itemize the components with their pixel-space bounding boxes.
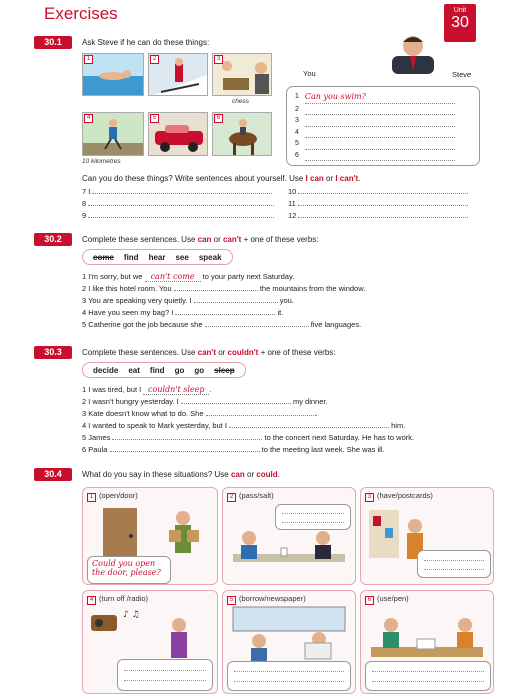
you-label: You (303, 69, 316, 78)
picture-number: 4 (84, 114, 93, 123)
you-row-9: 9 (82, 211, 274, 220)
ex3-row: 1 I was tired, but I couldn't sleep . (82, 385, 212, 394)
ex3-row: 6 Paula to the meeting last week. She was ill. (82, 445, 385, 454)
ex2-row: 4 Have you seen my bag? I it. (82, 308, 284, 317)
panel-label: 1 (open/door) (87, 491, 138, 502)
exercise-number-30-1: 30.1 (34, 36, 72, 49)
you-row-7: 7 I (82, 187, 272, 196)
ex3-row: 2 I wasn't hungry yesterday. I my dinner. (82, 397, 328, 406)
ex2-verb-box (82, 249, 233, 265)
unit-label: Unit (453, 7, 467, 14)
unit-badge (444, 4, 476, 42)
you-row-12: 12 (288, 211, 468, 220)
panel-label: 5 (borrow/newspaper) (227, 594, 306, 605)
panel-label: 6 (use/pen) (365, 594, 409, 605)
ex1-instruction-2: Can you do these things? Write sentences about yourself. Use I can or I can't. (82, 174, 361, 183)
verb: go (174, 365, 185, 375)
verb: find (149, 365, 165, 375)
situation-panel-1 (82, 487, 218, 585)
answer-row: 6 (295, 150, 455, 162)
ex2-row: 2 I like this hotel room. You the mountains from the window. (82, 284, 366, 293)
verb: eat (128, 365, 140, 375)
picture-number: 6 (214, 114, 223, 123)
you-row-8: 8 (82, 199, 274, 208)
speech-bubble-2 (275, 504, 351, 530)
steve-label: Steve (452, 70, 472, 79)
situation-panel-5 (222, 590, 356, 694)
speech-bubble-6 (365, 661, 491, 691)
exercise-number-30-4: 30.4 (34, 468, 72, 481)
picture-number: 5 (150, 114, 159, 123)
panel-label: 4 (turn off /radio) (87, 594, 148, 605)
panel-label: 2 (pass/salt) (227, 491, 274, 502)
ex2-instruction: Complete these sentences. Use can or can't + one of these verbs: (82, 235, 319, 244)
scene-dinner (223, 488, 355, 584)
answer-row: 5 (295, 138, 455, 150)
panel-label: 3 (have/postcards) (365, 491, 433, 502)
speech-bubble-5 (227, 661, 351, 691)
picture-skiing (148, 53, 208, 96)
steve-avatar (388, 32, 438, 74)
answer-row: 2 (295, 104, 455, 116)
picture-number: 3 (214, 55, 223, 64)
picture-running (82, 112, 144, 156)
situation-panel-2 (222, 487, 356, 585)
verb: find (123, 252, 139, 262)
you-row-11: 11 (288, 199, 468, 208)
speech-bubble-3 (417, 550, 491, 578)
picture-number: 2 (150, 55, 159, 64)
page-title: Exercises (44, 4, 118, 23)
answer-row: 4 (295, 127, 455, 139)
ex2-row: 5 Catherine got the job because she five languages. (82, 320, 362, 329)
ex3-row: 3 Kate doesn't know what to do. She . (82, 409, 318, 418)
exercise-number-30-2: 30.2 (34, 233, 72, 246)
unit-number: 30 (451, 14, 469, 31)
picture-car (148, 112, 208, 156)
verb: come (93, 252, 114, 262)
ex3-row: 5 James to the concert next Saturday. He has to work. (82, 433, 415, 442)
verb: go (194, 365, 205, 375)
verb: speak (198, 252, 222, 262)
situation-panel-3 (360, 487, 494, 585)
verb: see (175, 252, 189, 262)
answer-row: 1 Can you swim? (295, 91, 455, 104)
speech-bubble-1: Could you open the door, please? (87, 556, 171, 584)
ex2-row: 3 You are speaking very quietly. I you. (82, 296, 294, 305)
ex3-row: 4 I wanted to speak to Mark yesterday, but I him. (82, 421, 406, 430)
verb: sleep (214, 365, 235, 375)
picture-swimming (82, 53, 144, 96)
caption-chess: chess (232, 98, 249, 105)
situation-panel-6 (360, 590, 494, 694)
verb: decide (93, 365, 119, 375)
answer-box-ex1 (286, 86, 480, 166)
ex2-row: 1 I'm sorry, but we can't come to your party next Saturday. (82, 272, 295, 281)
speech-bubble-4 (117, 659, 213, 691)
verb: hear (148, 252, 166, 262)
situation-panel-4 (82, 590, 218, 694)
picture-horse-riding (212, 112, 272, 156)
picture-number: 1 (84, 55, 93, 64)
ex1-instruction: Ask Steve if he can do these things: (82, 38, 210, 47)
ex4-instruction: What do you say in these situations? Use can or could. (82, 470, 280, 479)
ex3-instruction: Complete these sentences. Use can't or couldn't + one of these verbs: (82, 348, 336, 357)
svg-text:♪ ♫: ♪ ♫ (123, 610, 140, 620)
exercise-number-30-3: 30.3 (34, 346, 72, 359)
ex3-verb-box (82, 362, 246, 378)
you-row-10: 10 (288, 187, 468, 196)
answer-row: 3 (295, 115, 455, 127)
picture-chess (212, 53, 272, 96)
caption-10km: 10 kilometres (82, 158, 121, 165)
